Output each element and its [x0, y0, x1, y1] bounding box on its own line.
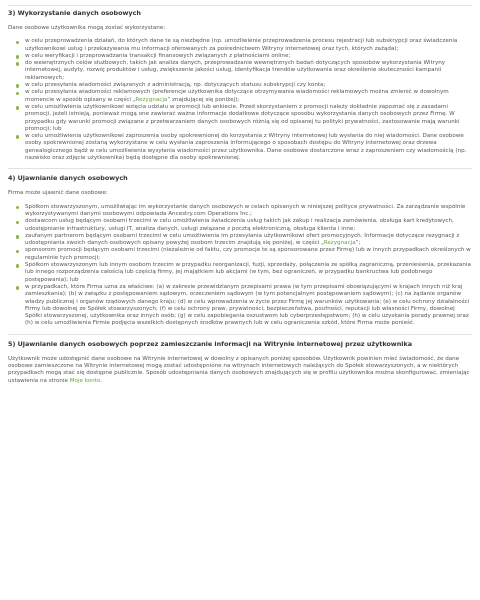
- rezygnacja-link[interactable]: Rezygnacja: [135, 96, 168, 103]
- list-item-text: ”;: [355, 240, 361, 247]
- list-item-text: w celu przesyłania wiadomości reklamowych (preferencje użytkownika dotyczące otrzymywania wiadomości reklamowych można zmienić w dowolnym momencie w sposób opisany w części „: [25, 89, 449, 103]
- section-divider: [8, 334, 472, 335]
- section-divider: [8, 168, 472, 169]
- list-item: w celu umożliwienia użytkownikowi wzięcia udziału w promocji lub ankiecie. Przed skorzystaniem z promocji należy dokładnie zapoznać się z zasadami promocji, jeżeli istnieją, ponieważ mogą one zawierać ważne informacje dodatkowe dotyczące sposobu wykorzystania danych osobowych przez Firmę. W przypadku gdy warunki promocji związane z przetwarzaniem danych osobowych różnią się od opisanej tu polityki prywatności, zastosowanie mają warunki promocji; lub: [25, 104, 472, 133]
- moje-konto-link[interactable]: Moje konto: [69, 377, 101, 384]
- list-item: [25, 233, 472, 248]
- section-body-text: Użytkownik może udostępnić dane osobowe na Witrynie internetowej w dowolny z opisanych poniżej sposobów. Użytkownik powinien mieć świadomość, że dane osobowe zamieszczone na Witrynie internetowej mogą zostać udostępnione na witrynach internetowych należących do Spółek stowarzyszonych, a w niektórych przypadkach mogą stać się dostępne publicznie. Sposób udostępniania danych osobowych znajdujących się w profilu użytkownika można skonfigurować, zmieniając ustawienia na stronie: [8, 355, 470, 384]
- section-body-text: .: [100, 377, 103, 384]
- list-item: Spółkom stowarzyszonym lub innym osobom trzecim w przypadku reorganizacji, fuzji, sprzedaży, połączenia ze spółką zagraniczną, przeniesienia, przekazania lub innego rozporządzenia całością lub częścią firmy, jej majątkiem lub akcjami (w tym, bez ograniczeń, w przypadku bankructwa lub podobnego postępowania); lub: [25, 262, 471, 283]
- list-item-text: zaufanym partnerom będącym osobami trzecimi w celu umożliwienia im przesyłania użytkownikowi ofert promocyjnych. Informacje dotyczące rezygnacji z udostępniania swoich danych osobowych opisany powyżej osobom trzecim znajdują się poniżej, w części „: [25, 232, 460, 247]
- section-intro: Dane osobowe użytkownika mogą zostać wykorzystane:: [8, 25, 166, 31]
- rezygnacja-link[interactable]: Rezygnacja: [323, 240, 356, 247]
- list-item: w przypadkach, które Firma uzna za właściwe: (a) w zakresie przewidzianym przepisami prawa (w tym przepisami obowiązującymi w krajach innych niż kraj zamieszkania); (b) w związku z postępowaniem sądowym, orzeczeniem sądowym (w tym potencjalnym postępowaniem sądowym); (c) na żądanie organów władzy publicznej i organów rządowych danego kraju; (d) w celu wprowadzenia w życie przez Firmę jej warunków użytkowania; (e) w celu ochrony działalności Firmy lub dowolnej ze Spółek stowarzyszonych; (f) w celu ochrony praw, prywatności, bezpieczeństwa, poufności, reputacji lub własności Firmy, dowolnej Spółki stowarzyszonej, użytkownika oraz innych osób; (g) w celu zapobiegania oszustwom lub cyberprzestępstwom; (h) w celu uzyskania porady prawnej oraz (h) w celu umożliwienia Firmie podjęcia wszelkich dostępnych środków prawnych lub w celu ograniczenia szkód, które Firma może ponieść.: [25, 284, 472, 328]
- section-heading: 5) Ujawnianie danych osobowych poprzez zamieszczanie informacji na Witrynie internetowej przez użytkownika: [8, 339, 413, 348]
- list-item: w celu umożliwienia użytkownikowi zaproszenia osoby spokrewnionej do korzystania z Witryny internetowej lub wysłania do niej wiadomości. Dane osobowe osoby spokrewnionej zostaną wykorzystane w celu wysłania zaproszenia informującego o sposobach dostępu do Witryny internetowej oraz drzewa genealogicznego bądź w celu umożliwienia wysyłania wiadomości przez użytkownika. Dane osobowe dostarczone wraz z zaproszeniem czy wiadomością (np. nazwisko oraz zdjęcie użytkownika) będą dostępne dla osoby spokrewnionej.: [25, 133, 472, 162]
- list-item: w celu przeprowadzenia działań, do których dane te są niezbędne (np. umożliwienie przeprowadzenia procesu rejestracji lub subskrypcji oraz świadczenia użytkownikowi usług i przekazywania mu informacji oferowanych za pośrednictwem Witryny internetowej oraz tych, których zażąda);: [25, 38, 472, 53]
- list-item: Spółkom stowarzyszonym, umożliwiając im wykorzystanie danych osobowych w celach opisanych w niniejszej polityce prywatności. Za zarządzanie wspólnie wykorzystywanymi danymi osobowymi odpowiada Ancestry.com Operations Inc.;: [25, 204, 472, 219]
- list-item: do wewnętrznych celów służbowych, takich jak analiza danych, przeprowadzanie wewnętrznych badań dotyczących sposobów wykorzystania Witryny internetowej, audyty, rozwój produktów i usług, zwiększenie jakości usług, identyfikacja trendów użytkowania oraz określenie skuteczności kampanii reklamowych;: [25, 60, 472, 82]
- list-item: [25, 89, 472, 104]
- section-list: [8, 204, 472, 328]
- list-item: w celu przesyłania wiadomości związanych z administracją, np. dotyczących statusu subskrypcji czy konta;: [25, 82, 472, 89]
- section-intro: Firma może ujawnić dane osobowe:: [8, 190, 108, 197]
- list-item: dostawcom usług będącym osobami trzecimi w celu umożliwienia świadczenia usług takich jak zakup i realizacja zamówienia, obsługa kart kredytowych, udostępnianie infrastruktury, usługi IT, analiza danych, usługi związane z pocztą elektroniczną, obsługa klienta i inne;: [25, 218, 472, 233]
- section-heading: 3) Wykorzystanie danych osobowych: [8, 9, 141, 17]
- section-list: [8, 38, 472, 162]
- section-heading: 4) Ujawnianie danych osobowych: [8, 174, 128, 183]
- list-item-text: ” znajdującej się poniżej);: [167, 96, 240, 103]
- section-body: [8, 356, 472, 385]
- list-item: sponsorom promocji będącym osobami trzecimi (niezależnie od faktu, czy promocje te są sponsorowane przez Firmę) lub w innych przypadkach określonych w regulaminie tych promocji;: [25, 247, 471, 261]
- list-item: w celu weryfikacji i przeprowadzania transakcji finansowych związanych z płatnościami online;: [25, 53, 472, 60]
